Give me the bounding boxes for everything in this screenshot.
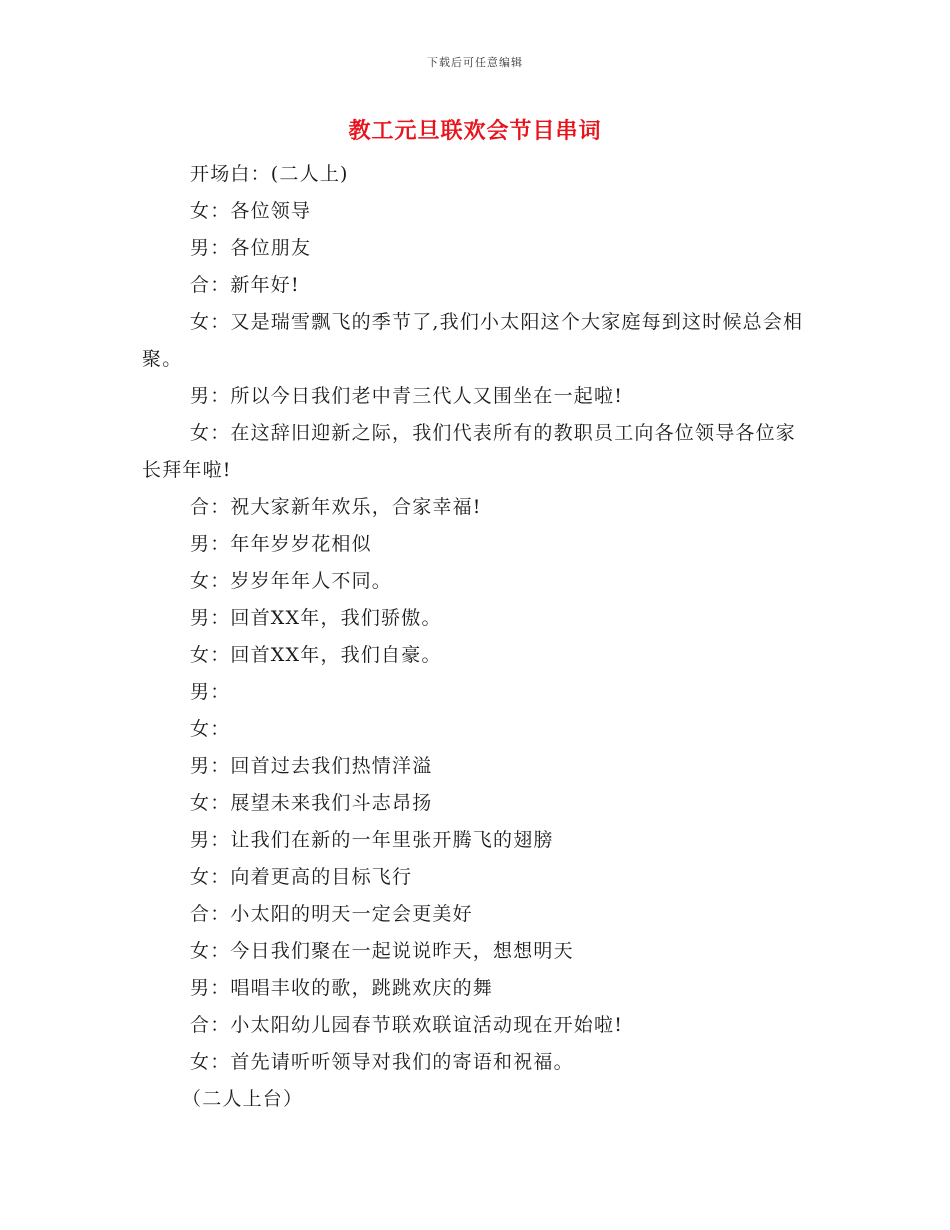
paragraph-opening: 开场白：(二人上)	[190, 163, 349, 185]
paragraph-line: 男：	[190, 681, 231, 703]
paragraph-line: 女：展望未来我们斗志昂扬	[190, 792, 433, 814]
paragraph-line: 女：回首XX年，我们自豪。	[190, 644, 442, 666]
paragraph-line: 男：回首过去我们热情洋溢	[190, 755, 433, 777]
paragraph-line: 女：向着更高的目标飞行	[190, 866, 413, 888]
paragraph-line: 男：让我们在新的一年里张开腾飞的翅膀	[190, 829, 554, 851]
header-note: 下载后可任意编辑	[427, 56, 523, 69]
paragraph-line: 女：各位领导	[190, 200, 312, 222]
paragraph-stage-direction: （二人上台）	[182, 1088, 304, 1110]
paragraph-line: 男：年年岁岁花相似	[190, 533, 372, 555]
paragraph-line: 女：又是瑞雪飘飞的季节了,我们小太阳这个大家庭每到这时候总会相聚。	[142, 311, 804, 370]
document-title: 教工元旦联欢会节目串词	[348, 118, 602, 144]
paragraph-line: 合：小太阳幼儿园春节联欢联谊活动现在开始啦!	[190, 1014, 624, 1036]
paragraph-line: 合：祝大家新年欢乐，合家幸福!	[190, 496, 482, 518]
paragraph-line: 女：	[190, 718, 231, 740]
paragraph-line: 合：新年好!	[190, 274, 300, 296]
paragraph-line: 女：今日我们聚在一起说说昨天，想想明天	[190, 940, 574, 962]
paragraph-line: 女：岁岁年年人不同。	[190, 570, 393, 592]
paragraph-line: 男：所以今日我们老中青三代人又围坐在一起啦!	[190, 385, 624, 407]
paragraph-line: 男：唱唱丰收的歌，跳跳欢庆的舞	[190, 977, 494, 999]
paragraph-line: 女：首先请听听领导对我们的寄语和祝福。	[190, 1051, 574, 1073]
paragraph-line: 男：回首XX年，我们骄傲。	[190, 607, 442, 629]
paragraph-line: 合：小太阳的明天一定会更美好	[190, 903, 473, 925]
document-body	[142, 156, 810, 1118]
paragraph-line: 男：各位朋友	[190, 237, 312, 259]
paragraph-line: 女：在这辞旧迎新之际，我们代表所有的教职员工向各位领导各位家长拜年啦!	[142, 422, 797, 481]
